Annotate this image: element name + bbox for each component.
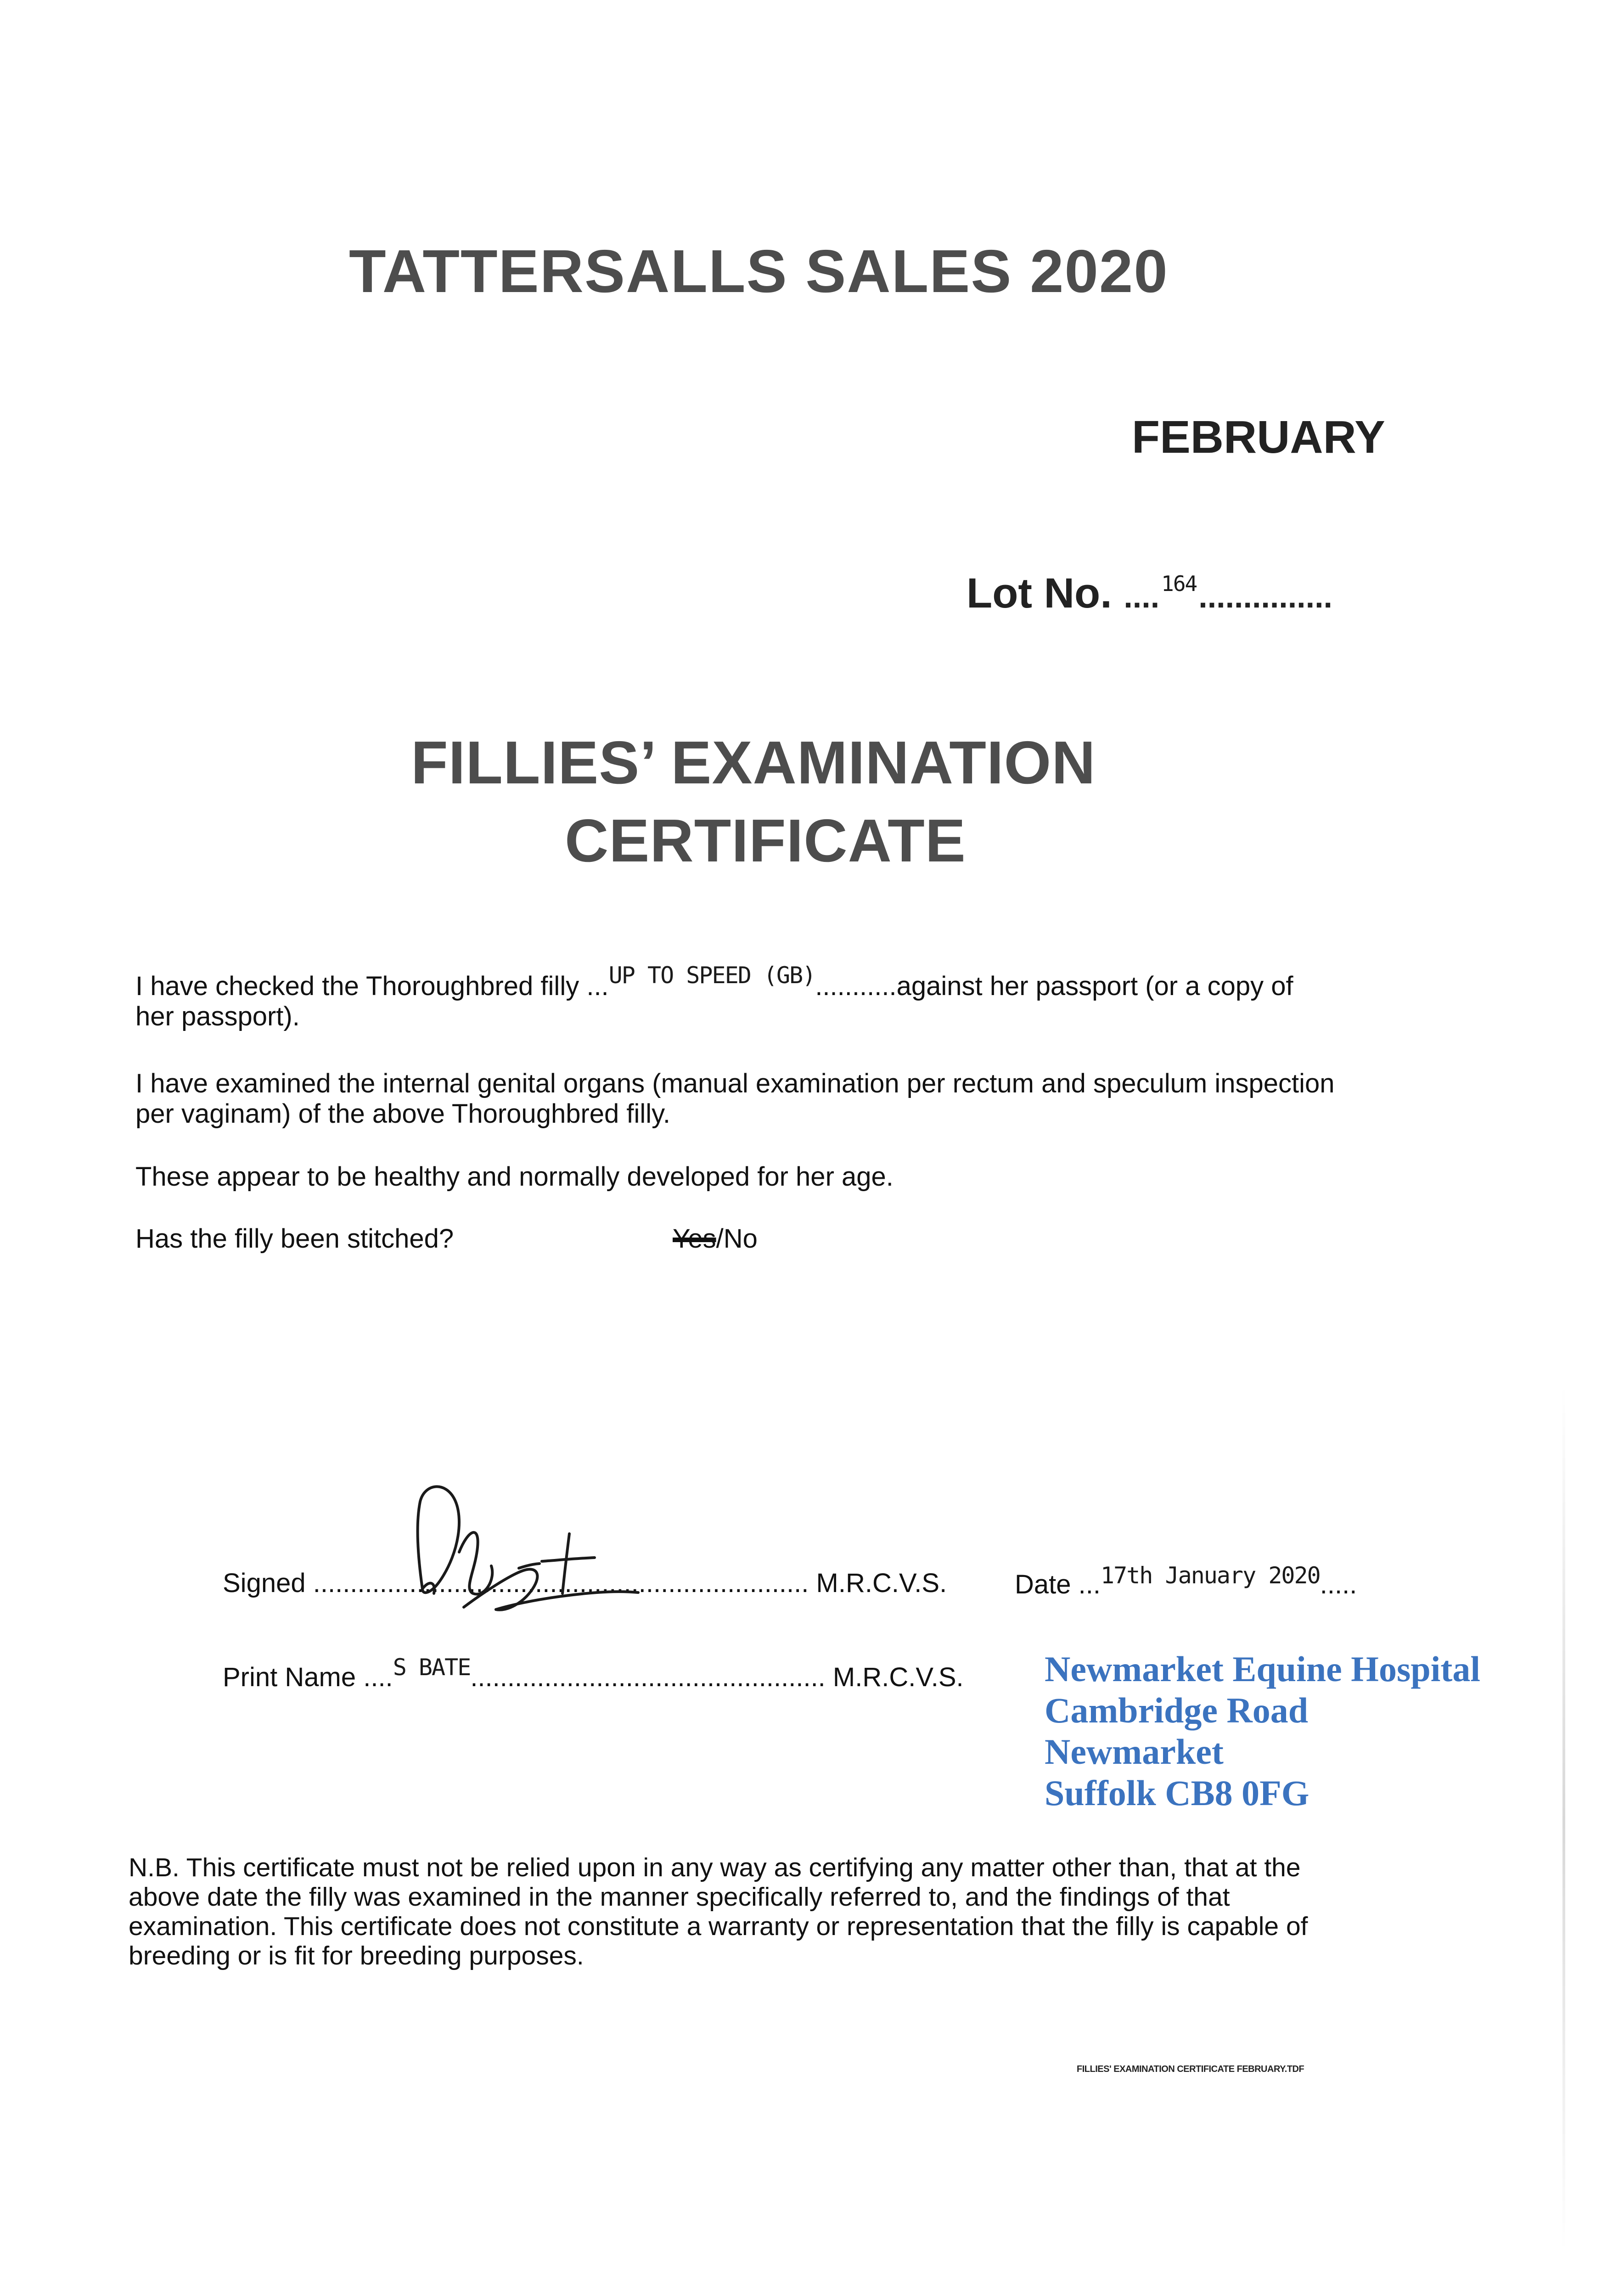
certificate-title-line2: CERTIFICATE	[565, 807, 966, 874]
health-statement: These appear to be healthy and normally developed for her age.	[135, 1162, 893, 1192]
date-prefix-dots: ...	[1078, 1570, 1101, 1599]
passport-check-text-start: I have checked the Thoroughbred filly	[135, 971, 587, 1001]
file-reference: FILLIES' EXAMINATION CERTIFICATE FEBRUARY.TDF	[1077, 2064, 1304, 2074]
date-suffix-dots: .....	[1320, 1570, 1357, 1599]
stitched-answer-no: No	[723, 1224, 758, 1254]
stitched-separator: /	[716, 1224, 724, 1254]
lot-number-value: 164	[1161, 571, 1197, 596]
disclaimer-line-3: examination. This certificate does not constitute a warranty or representation that the filly is capable of	[129, 1912, 1308, 1941]
lot-label: Lot No.	[967, 570, 1112, 617]
passport-check-statement	[135, 962, 1430, 1002]
stitched-question: Has the filly been stitched?	[135, 1224, 454, 1254]
practice-stamp	[1045, 1649, 1480, 1814]
disclaimer	[129, 1853, 1414, 1970]
print-name-label: Print Name	[223, 1662, 356, 1692]
filly-name-dots-before: ...	[586, 971, 609, 1001]
disclaimer-line-1: N.B. This certificate must not be relied upon in any way as certifying any matter other than, that at the	[129, 1853, 1301, 1882]
stamp-line-3: Newmarket	[1045, 1732, 1224, 1772]
lot-suffix-dots: ...............	[1198, 579, 1332, 614]
stitched-yes-crossed-out: Yes	[673, 1224, 716, 1254]
mrcvs-label-1: M.R.C.V.S.	[816, 1568, 947, 1598]
vet-signature	[404, 1474, 643, 1626]
signed-dots: ...................................................................	[313, 1568, 809, 1598]
mrcvs-label-2: M.R.C.V.S.	[832, 1662, 964, 1692]
stamp-line-1: Newmarket Equine Hospital	[1045, 1649, 1481, 1689]
filly-name-dots-after: ...........	[815, 971, 897, 1001]
lot-number-line	[967, 569, 1332, 618]
month-label: FEBRUARY	[1132, 411, 1385, 463]
print-name-value: S BATE	[393, 1654, 471, 1681]
sale-title: TATTERSALLS SALES 2020	[349, 237, 1169, 305]
date-value: 17th January 2020	[1100, 1562, 1320, 1589]
disclaimer-line-4: breeding or is fit for breeding purposes.	[129, 1941, 584, 1970]
disclaimer-line-2: above date the filly was examined in the manner specifically referred to, and the findings of that	[129, 1882, 1230, 1912]
print-name-dots-after: ................................................	[470, 1662, 826, 1692]
date-line	[1015, 1562, 1357, 1601]
certificate-title-line1: FILLIES’ EXAMINATION	[411, 729, 1096, 796]
stamp-line-4: Suffolk CB8 0FG	[1045, 1773, 1309, 1813]
examination-statement-line2: per vaginam) of the above Thoroughbred filly.	[135, 1099, 670, 1129]
date-label: Date	[1015, 1570, 1071, 1599]
scan-edge-line	[1562, 1387, 1565, 2250]
passport-check-statement-line2: her passport).	[135, 1002, 300, 1031]
stitched-answer	[673, 1224, 758, 1254]
examination-statement-line1: I have examined the internal genital organs (manual examination per rectum and speculum inspection	[135, 1069, 1335, 1098]
print-name-line	[223, 1654, 964, 1694]
signed-label: Signed	[223, 1568, 306, 1598]
passport-check-text-end: against her passport (or a copy of	[896, 971, 1293, 1001]
filly-name-value: UP TO SPEED (GB)	[608, 962, 815, 989]
print-name-dots-before: ....	[363, 1662, 393, 1692]
stamp-line-2: Cambridge Road	[1045, 1690, 1309, 1730]
lot-prefix-dots: ....	[1124, 579, 1160, 614]
